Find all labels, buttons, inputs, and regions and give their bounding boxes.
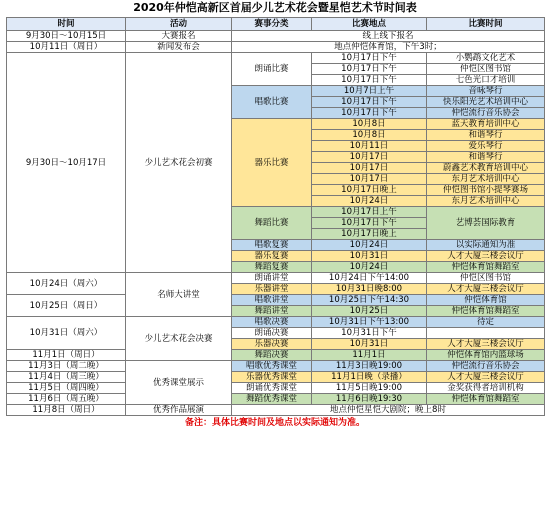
event-place-cell: 东月艺术培训中心	[427, 174, 545, 185]
table-row	[7, 350, 545, 361]
activity-cell: 新闻发布会	[126, 42, 232, 53]
footnote: 备注：具体比赛时间及地点以实际通知为准。	[184, 418, 365, 428]
category-cell: 唱歌优秀课堂	[232, 361, 312, 372]
event-time-cell: 10月31日	[312, 339, 427, 350]
event-place-cell: 仲恺体育馆舞蹈室	[427, 306, 545, 317]
event-place-cell: 和谐琴行	[427, 130, 545, 141]
event-time-cell: 10月11日	[312, 141, 427, 152]
time-cell: 11月3日（周二晚）	[7, 361, 126, 372]
category-cell: 舞蹈决赛	[232, 350, 312, 361]
table-header-row	[7, 18, 545, 31]
activity-cell: 少儿艺术花会初赛	[126, 53, 232, 273]
event-place-cell: 音咏琴行	[427, 86, 545, 97]
event-place-cell: 蓝天教育培训中心	[427, 119, 545, 130]
category-cell: 舞蹈比赛	[232, 207, 312, 240]
time-cell: 11月4日（周三晚）	[7, 372, 126, 383]
category-cell: 唱歌比赛	[232, 86, 312, 119]
event-time-cell: 11月3日晚19:00	[312, 361, 427, 372]
page-title: 2020年仲恺高新区首届少儿艺术花会暨星恺艺术节时间表	[133, 1, 417, 14]
event-place-cell: 艺博荟国际教育	[427, 207, 545, 240]
time-cell: 9月30日～10月17日	[7, 53, 126, 273]
header-category: 赛事分类	[232, 18, 312, 31]
event-time-cell: 10月8日	[312, 119, 427, 130]
header-time: 时间	[7, 18, 126, 31]
time-cell: 9月30日～10月15日	[7, 31, 126, 42]
event-time-cell: 10月31日下午13:00	[312, 317, 427, 328]
event-time-cell: 10月25日	[312, 306, 427, 317]
event-time-cell: 10月24日下午14:00	[312, 273, 427, 284]
event-time-cell: 10月17日上午	[312, 207, 427, 218]
category-cell: 唱歌讲堂	[232, 295, 312, 306]
table-row	[7, 53, 545, 64]
event-place-cell: 东月艺术培训中心	[427, 196, 545, 207]
event-place-cell: 人才大厦三楼会议厅	[427, 372, 545, 383]
time-cell: 10月31日（周六）	[7, 317, 126, 350]
activity-cell: 大赛报名	[126, 31, 232, 42]
event-time-cell: 10月17日下午	[312, 53, 427, 64]
event-place-cell: 仲恺体育馆内篮球场	[427, 350, 545, 361]
event-place-cell: 蔚鑫艺术教育培训中心	[427, 163, 545, 174]
event-time-cell: 10月17日下午	[312, 218, 427, 229]
time-cell: 11月5日（周四晚）	[7, 383, 126, 394]
event-time-cell: 11月1日晚（录播）	[312, 372, 427, 383]
category-cell: 朗诵决赛	[232, 328, 312, 339]
header-place: 比赛地点	[312, 18, 427, 31]
table-row	[7, 295, 545, 306]
event-time-cell: 10月17日下午	[312, 64, 427, 75]
event-place-cell: 爱乐琴行	[427, 141, 545, 152]
event-time-cell: 10月31日晚8:00	[312, 284, 427, 295]
time-cell: 11月6日（周五晚）	[7, 394, 126, 405]
schedule-table	[6, 17, 545, 416]
event-place-cell: 人才大厦三楼会议厅	[427, 284, 545, 295]
category-cell: 朗诵比赛	[232, 53, 312, 86]
time-cell: 10月25日（周日）	[7, 295, 126, 317]
table-row	[7, 361, 545, 372]
event-place-cell: 仲恺流行音乐协会	[427, 361, 545, 372]
event-time-cell: 10月31日下午	[312, 328, 427, 339]
event-time-cell: 10月24日	[312, 240, 427, 251]
event-place-cell: 仲恺图书馆小提琴赛场	[427, 185, 545, 196]
event-time-cell: 10月17日晚上	[312, 185, 427, 196]
event-place-cell: 人才大厦三楼会议厅	[427, 251, 545, 262]
time-cell: 11月8日（周日）	[7, 405, 126, 416]
table-row	[7, 31, 545, 42]
activity-cell: 优秀课堂展示	[126, 361, 232, 405]
event-time-cell: 11月1日	[312, 350, 427, 361]
event-place-cell	[427, 328, 545, 339]
category-cell: 器乐比赛	[232, 119, 312, 207]
table-row	[7, 273, 545, 284]
event-place-cell: 仲恺体育馆	[427, 295, 545, 306]
event-time-cell: 10月24日	[312, 196, 427, 207]
merged-info-cell: 地点仲恺体育馆，下午3时；	[232, 42, 545, 53]
category-cell: 舞蹈复赛	[232, 262, 312, 273]
category-cell: 朗诵讲堂	[232, 273, 312, 284]
activity-cell: 优秀作品展演	[126, 405, 232, 416]
category-cell: 舞蹈讲堂	[232, 306, 312, 317]
table-row	[7, 317, 545, 328]
event-time-cell: 10月24日	[312, 262, 427, 273]
category-cell: 乐器讲堂	[232, 284, 312, 295]
event-place-cell: 以实际通知为准	[427, 240, 545, 251]
event-place-cell: 快乐阳光艺术培训中心	[427, 97, 545, 108]
header-activity: 活动	[126, 18, 232, 31]
table-row	[7, 372, 545, 383]
event-place-cell: 待定	[427, 317, 545, 328]
time-cell: 10月11日（周日）	[7, 42, 126, 53]
event-place-cell: 金奖获得者培训机构	[427, 383, 545, 394]
table-row	[7, 42, 545, 53]
event-place-cell: 仲恺体育馆舞蹈室	[427, 394, 545, 405]
event-time-cell: 10月7日上午	[312, 86, 427, 97]
category-cell: 器乐复赛	[232, 251, 312, 262]
event-place-cell: 仲恺区图书馆	[427, 273, 545, 284]
event-place-cell: 七色光口才培训	[427, 75, 545, 86]
event-place-cell: 人才大厦三楼会议厅	[427, 339, 545, 350]
activity-cell: 名师大讲堂	[126, 273, 232, 317]
event-place-cell: 仲恺区图书馆	[427, 64, 545, 75]
event-time-cell: 10月17日	[312, 152, 427, 163]
event-place-cell: 仲恺体育馆舞蹈室	[427, 262, 545, 273]
merged-info-cell: 线上线下报名	[232, 31, 545, 42]
event-time-cell: 10月17日下午	[312, 75, 427, 86]
event-time-cell: 10月25日下午14:30	[312, 295, 427, 306]
event-time-cell: 10月17日下午	[312, 97, 427, 108]
event-time-cell: 10月17日	[312, 174, 427, 185]
table-row	[7, 405, 545, 416]
event-time-cell: 11月5日晚19:00	[312, 383, 427, 394]
event-place-cell: 小鹦鹉文化艺术	[427, 53, 545, 64]
event-place-cell: 仲恺流行音乐协会	[427, 108, 545, 119]
merged-info-cell: 地点仲恺星恺大剧院；晚上8时	[232, 405, 545, 416]
header-event-time: 比赛时间	[427, 18, 545, 31]
category-cell: 唱歌复赛	[232, 240, 312, 251]
category-cell: 朗诵优秀课堂	[232, 383, 312, 394]
category-cell: 唱歌决赛	[232, 317, 312, 328]
event-time-cell: 11月6日晚19:30	[312, 394, 427, 405]
event-time-cell: 10月31日	[312, 251, 427, 262]
event-time-cell: 10月8日	[312, 130, 427, 141]
category-cell: 乐器决赛	[232, 339, 312, 350]
category-cell: 乐器优秀课堂	[232, 372, 312, 383]
time-cell: 10月24日（周六）	[7, 273, 126, 295]
event-time-cell: 10月17日晚上	[312, 229, 427, 240]
event-time-cell: 10月17日	[312, 163, 427, 174]
category-cell: 舞蹈优秀课堂	[232, 394, 312, 405]
event-time-cell: 10月17日下午	[312, 108, 427, 119]
time-cell: 11月1日（周日）	[7, 350, 126, 361]
activity-cell: 少儿艺术花会决赛	[126, 317, 232, 361]
table-row	[7, 394, 545, 405]
event-place-cell: 和谐琴行	[427, 152, 545, 163]
table-row	[7, 383, 545, 394]
